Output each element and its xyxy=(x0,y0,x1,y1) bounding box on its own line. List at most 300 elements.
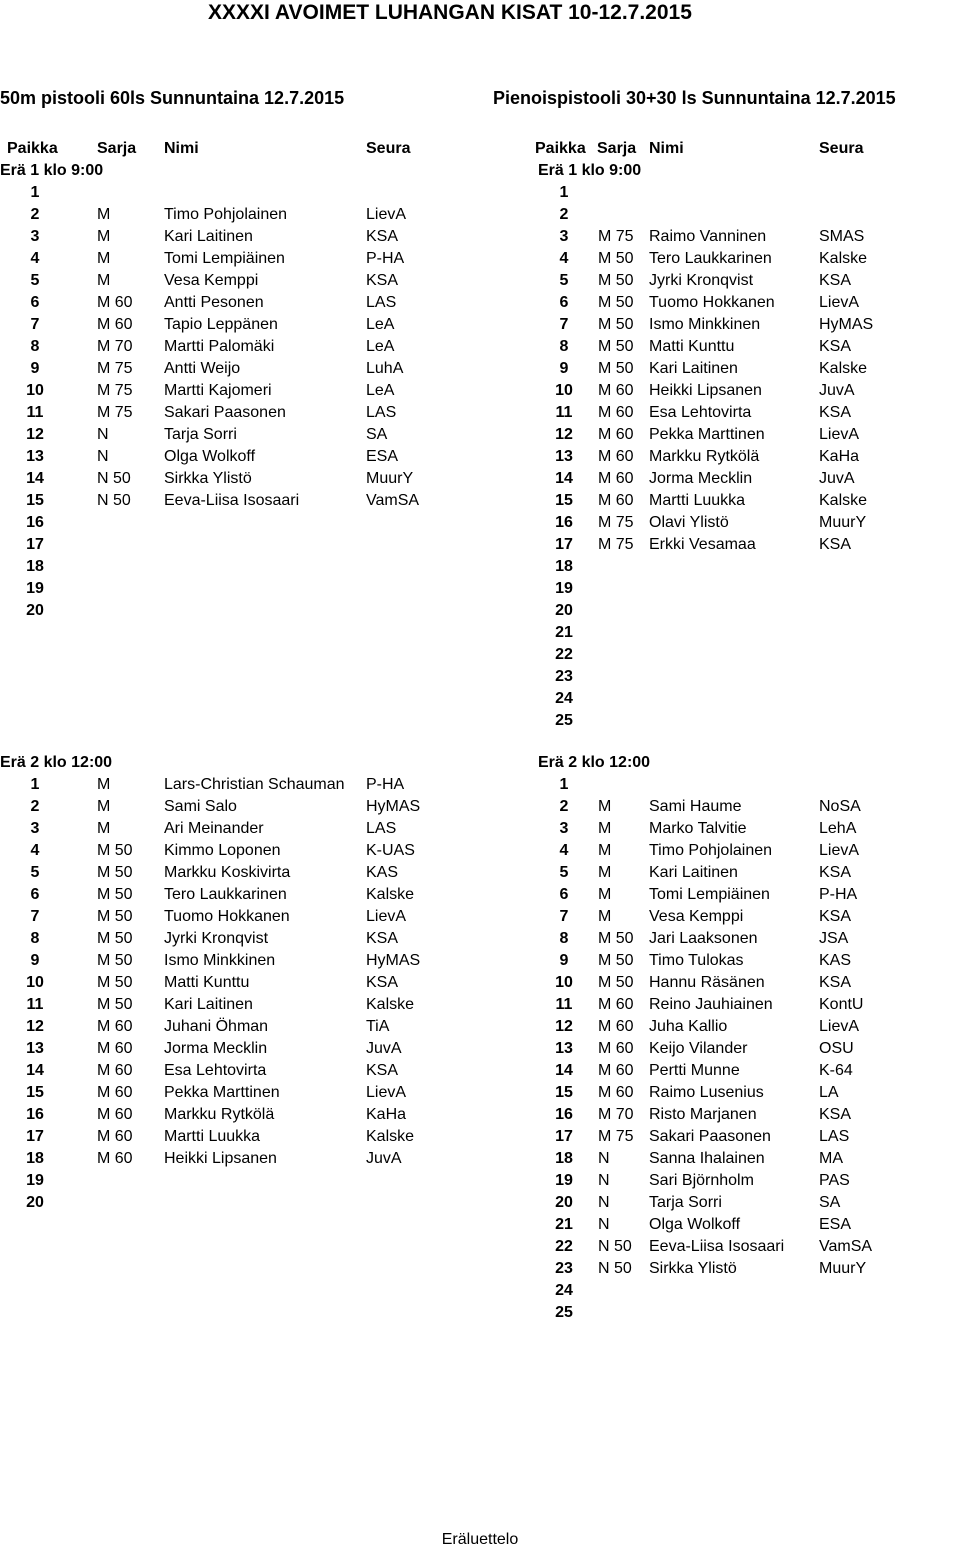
lane-number: 22 xyxy=(555,646,573,663)
club-cell: JSA xyxy=(819,930,849,947)
lane-number: 21 xyxy=(555,624,573,641)
class-cell: M xyxy=(598,886,612,903)
lane-number: 1 xyxy=(30,776,40,793)
class-cell: M 60 xyxy=(598,382,634,399)
lane-number: 25 xyxy=(555,712,573,729)
right-column-header-sarja: Sarja xyxy=(597,140,637,157)
lane-number: 21 xyxy=(555,1216,573,1233)
class-cell: M 60 xyxy=(97,1150,133,1167)
club-cell: TiA xyxy=(366,1018,390,1035)
club-cell: JuvA xyxy=(366,1040,402,1057)
lane-number: 4 xyxy=(30,842,40,859)
shooter-name: Pekka Marttinen xyxy=(649,426,765,443)
shooter-name: Lars-Christian Schauman xyxy=(164,776,345,793)
class-cell: N xyxy=(97,448,109,465)
club-cell: Kalske xyxy=(366,996,415,1013)
shooter-name: Heikki Lipsanen xyxy=(649,382,762,399)
class-cell: M 75 xyxy=(97,360,133,377)
club-cell: P-HA xyxy=(819,886,858,903)
class-cell: M 60 xyxy=(598,1084,634,1101)
class-cell: N xyxy=(598,1194,610,1211)
lane-number: 6 xyxy=(559,886,569,903)
lane-number: 1 xyxy=(559,776,569,793)
club-cell: KSA xyxy=(819,272,852,289)
shooter-name: Ari Meinander xyxy=(164,820,264,837)
shooter-name: Sirkka Ylistö xyxy=(164,470,252,487)
right-column-header-paikka: Paikka xyxy=(535,140,586,157)
class-cell: M 70 xyxy=(598,1106,634,1123)
shooter-name: Marko Talvitie xyxy=(649,820,747,837)
club-cell: KSA xyxy=(366,930,399,947)
lane-number: 10 xyxy=(26,974,44,991)
lane-number: 15 xyxy=(555,492,573,509)
lane-number: 25 xyxy=(555,1304,573,1321)
class-cell: M 50 xyxy=(97,996,133,1013)
class-cell: M 60 xyxy=(598,492,634,509)
shooter-name: Tomi Lempiäinen xyxy=(649,886,770,903)
shooter-name: Matti Kunttu xyxy=(649,338,735,355)
lane-number: 22 xyxy=(555,1238,573,1255)
lane-number: 10 xyxy=(26,382,44,399)
shooter-name: Martti Luukka xyxy=(164,1128,261,1145)
shooter-name: Eeva-Liisa Isosaari xyxy=(649,1238,785,1255)
lane-number: 8 xyxy=(559,338,569,355)
lane-number: 12 xyxy=(555,1018,573,1035)
right-heat-1-label: Erä 1 klo 9:00 xyxy=(538,162,642,179)
class-cell: M 50 xyxy=(598,250,634,267)
club-cell: KSA xyxy=(366,272,399,289)
class-cell: M 50 xyxy=(598,952,634,969)
shooter-name: Esa Lehtovirta xyxy=(164,1062,267,1079)
shooter-name: Olavi Ylistö xyxy=(649,514,729,531)
lane-number: 24 xyxy=(555,1282,573,1299)
club-cell: LievA xyxy=(366,206,407,223)
shooter-name: Markku Rytkölä xyxy=(164,1106,275,1123)
class-cell: M xyxy=(598,908,612,925)
class-cell: M 70 xyxy=(97,338,133,355)
class-cell: N 50 xyxy=(598,1260,632,1277)
shooter-name: Raimo Vanninen xyxy=(649,228,767,245)
class-cell: M 60 xyxy=(598,470,634,487)
class-cell: M 50 xyxy=(598,974,634,991)
lane-number: 18 xyxy=(26,1150,44,1167)
shooter-name: Erkki Vesamaa xyxy=(649,536,756,553)
shooter-name: Ismo Minkkinen xyxy=(164,952,276,969)
shooter-name: Eeva-Liisa Isosaari xyxy=(164,492,300,509)
class-cell: N 50 xyxy=(97,470,131,487)
shooter-name: Sari Björnholm xyxy=(649,1172,754,1189)
lane-number: 20 xyxy=(555,602,573,619)
lane-number: 2 xyxy=(559,206,569,223)
lane-number: 14 xyxy=(555,470,573,487)
shooter-name: Risto Marjanen xyxy=(649,1106,757,1123)
club-cell: OSU xyxy=(819,1040,854,1057)
club-cell: MuurY xyxy=(366,470,414,487)
shooter-name: Tomi Lempiäinen xyxy=(164,250,285,267)
shooter-name: Vesa Kemppi xyxy=(164,272,259,289)
lane-number: 15 xyxy=(555,1084,573,1101)
lane-number: 16 xyxy=(26,1106,44,1123)
lane-number: 9 xyxy=(559,952,569,969)
club-cell: LievA xyxy=(819,1018,860,1035)
lane-number: 9 xyxy=(559,360,569,377)
lane-number: 19 xyxy=(555,580,573,597)
shooter-name: Markku Rytkölä xyxy=(649,448,760,465)
club-cell: Kalske xyxy=(366,886,415,903)
lane-number: 7 xyxy=(30,908,40,925)
class-cell: N xyxy=(598,1172,610,1189)
shooter-name: Kari Laitinen xyxy=(649,360,738,377)
left-column-header-sarja: Sarja xyxy=(97,140,137,157)
lane-number: 14 xyxy=(555,1062,573,1079)
left-heat-2-label: Erä 2 klo 12:00 xyxy=(0,754,113,771)
club-cell: KSA xyxy=(819,338,852,355)
club-cell: LAS xyxy=(366,294,397,311)
lane-number: 7 xyxy=(30,316,40,333)
shooter-name: Pertti Munne xyxy=(649,1062,740,1079)
club-cell: K-UAS xyxy=(366,842,415,859)
left-column-header-nimi: Nimi xyxy=(164,140,199,157)
club-cell: LievA xyxy=(819,294,860,311)
shooter-name: Jorma Mecklin xyxy=(649,470,753,487)
club-cell: JuvA xyxy=(819,382,855,399)
lane-number: 10 xyxy=(555,382,573,399)
lane-number: 8 xyxy=(30,930,40,947)
shooter-name: Jari Laaksonen xyxy=(649,930,758,947)
lane-number: 24 xyxy=(555,690,573,707)
right-column-header-seura: Seura xyxy=(819,140,864,157)
document-title: XXXXI AVOIMET LUHANGAN KISAT 10-12.7.2015 xyxy=(208,1,692,24)
shooter-name: Raimo Lusenius xyxy=(649,1084,764,1101)
class-cell: M xyxy=(97,272,111,289)
right-event-title: Pienoispistooli 30+30 ls Sunnuntaina 12.7.2015 xyxy=(493,88,896,108)
shooter-name: Reino Jauhiainen xyxy=(649,996,773,1013)
class-cell: M 75 xyxy=(598,1128,634,1145)
club-cell: KAS xyxy=(819,952,852,969)
lane-number: 14 xyxy=(26,1062,44,1079)
lane-number: 11 xyxy=(26,996,44,1013)
shooter-name: Kari Laitinen xyxy=(164,228,253,245)
club-cell: KaHa xyxy=(819,448,860,465)
class-cell: M 60 xyxy=(97,1018,133,1035)
shooter-name: Timo Tulokas xyxy=(649,952,744,969)
class-cell: M 60 xyxy=(598,1062,634,1079)
lane-number: 20 xyxy=(555,1194,573,1211)
class-cell: M 60 xyxy=(598,996,634,1013)
club-cell: LehA xyxy=(819,820,857,837)
lane-number: 20 xyxy=(26,602,44,619)
class-cell: M 50 xyxy=(598,360,634,377)
class-cell: M xyxy=(97,250,111,267)
lane-number: 2 xyxy=(559,798,569,815)
left-event-title: 50m pistooli 60ls Sunnuntaina 12.7.2015 xyxy=(0,88,345,108)
club-cell: KSA xyxy=(819,1106,852,1123)
class-cell: M xyxy=(598,820,612,837)
class-cell: M 75 xyxy=(97,404,133,421)
class-cell: M 60 xyxy=(598,404,634,421)
shooter-name: Heikki Lipsanen xyxy=(164,1150,277,1167)
lane-number: 5 xyxy=(30,272,40,289)
shooter-name: Ismo Minkkinen xyxy=(649,316,761,333)
club-cell: KAS xyxy=(366,864,399,881)
lane-number: 11 xyxy=(26,404,44,421)
class-cell: M 50 xyxy=(598,294,634,311)
shooter-name: Tuomo Hokkanen xyxy=(649,294,775,311)
lane-number: 7 xyxy=(559,908,569,925)
club-cell: Kalske xyxy=(819,360,868,377)
lane-number: 17 xyxy=(26,1128,44,1145)
shooter-name: Hannu Räsänen xyxy=(649,974,765,991)
lane-number: 7 xyxy=(559,316,569,333)
lane-number: 13 xyxy=(26,1040,44,1057)
club-cell: K-64 xyxy=(819,1062,853,1079)
class-cell: M 50 xyxy=(598,316,634,333)
lane-number: 16 xyxy=(555,514,573,531)
lane-number: 19 xyxy=(26,580,44,597)
club-cell: LeA xyxy=(366,338,395,355)
shooter-name: Jorma Mecklin xyxy=(164,1040,268,1057)
lane-number: 3 xyxy=(30,228,40,245)
lane-number: 10 xyxy=(555,974,573,991)
club-cell: LAS xyxy=(819,1128,850,1145)
lane-number: 6 xyxy=(30,886,40,903)
shooter-name: Tero Laukkarinen xyxy=(649,250,772,267)
club-cell: Kalske xyxy=(819,250,868,267)
class-cell: N xyxy=(598,1150,610,1167)
club-cell: MuurY xyxy=(819,514,867,531)
lane-number: 18 xyxy=(555,1150,573,1167)
class-cell: M 50 xyxy=(97,908,133,925)
class-cell: M xyxy=(97,820,111,837)
class-cell: M 75 xyxy=(598,514,634,531)
shooter-name: Sami Salo xyxy=(164,798,237,815)
lane-number: 6 xyxy=(30,294,40,311)
lane-number: 19 xyxy=(555,1172,573,1189)
club-cell: HyMAS xyxy=(819,316,874,333)
left-column-header-paikka: Paikka xyxy=(7,140,58,157)
shooter-name: Sanna Ihalainen xyxy=(649,1150,765,1167)
class-cell: M 50 xyxy=(598,930,634,947)
lane-number: 8 xyxy=(559,930,569,947)
club-cell: P-HA xyxy=(366,776,405,793)
class-cell: M xyxy=(97,206,111,223)
class-cell: M 60 xyxy=(97,1106,133,1123)
lane-number: 1 xyxy=(559,184,569,201)
club-cell: KSA xyxy=(366,974,399,991)
shooter-name: Kari Laitinen xyxy=(649,864,738,881)
shooter-name: Kari Laitinen xyxy=(164,996,253,1013)
class-cell: M 75 xyxy=(598,536,634,553)
lane-number: 1 xyxy=(30,184,40,201)
right-heat-2-label: Erä 2 klo 12:00 xyxy=(538,754,651,771)
class-cell: M 50 xyxy=(598,272,634,289)
shooter-name: Sakari Paasonen xyxy=(164,404,286,421)
lane-number: 23 xyxy=(555,668,573,685)
class-cell: M xyxy=(97,798,111,815)
club-cell: KSA xyxy=(366,1062,399,1079)
shooter-name: Martti Palomäki xyxy=(164,338,275,355)
class-cell: M 60 xyxy=(97,1084,133,1101)
shooter-name: Matti Kunttu xyxy=(164,974,250,991)
club-cell: LA xyxy=(819,1084,839,1101)
lane-number: 17 xyxy=(26,536,44,553)
class-cell: M 60 xyxy=(97,1128,133,1145)
lane-number: 16 xyxy=(26,514,44,531)
class-cell: M 50 xyxy=(97,974,133,991)
club-cell: KSA xyxy=(819,404,852,421)
shooter-name: Markku Koskivirta xyxy=(164,864,291,881)
class-cell: N 50 xyxy=(598,1238,632,1255)
shooter-name: Tuomo Hokkanen xyxy=(164,908,290,925)
lane-number: 2 xyxy=(30,206,40,223)
club-cell: LAS xyxy=(366,404,397,421)
club-cell: HyMAS xyxy=(366,798,421,815)
club-cell: LeA xyxy=(366,316,395,333)
lane-number: 3 xyxy=(559,820,569,837)
lane-number: 20 xyxy=(26,1194,44,1211)
shooter-name: Keijo Vilander xyxy=(649,1040,748,1057)
club-cell: HyMAS xyxy=(366,952,421,969)
class-cell: N xyxy=(97,426,109,443)
lane-number: 5 xyxy=(559,272,569,289)
class-cell: M 50 xyxy=(97,864,133,881)
club-cell: Kalske xyxy=(819,492,868,509)
club-cell: LAS xyxy=(366,820,397,837)
club-cell: JuvA xyxy=(366,1150,402,1167)
club-cell: MuurY xyxy=(819,1260,867,1277)
shooter-name: Juhani Öhman xyxy=(164,1018,269,1035)
class-cell: M 60 xyxy=(598,1018,634,1035)
class-cell: M xyxy=(97,228,111,245)
club-cell: ESA xyxy=(366,448,399,465)
shooter-name: Jyrki Kronqvist xyxy=(164,930,269,947)
club-cell: JuvA xyxy=(819,470,855,487)
club-cell: KSA xyxy=(819,536,852,553)
shooter-name: Tarja Sorri xyxy=(649,1194,722,1211)
class-cell: M xyxy=(598,864,612,881)
class-cell: N xyxy=(598,1216,610,1233)
lane-number: 19 xyxy=(26,1172,44,1189)
club-cell: VamSA xyxy=(819,1238,873,1255)
lane-number: 13 xyxy=(555,1040,573,1057)
shooter-name: Antti Weijo xyxy=(164,360,241,377)
lane-number: 15 xyxy=(26,492,44,509)
shooter-name: Olga Wolkoff xyxy=(164,448,256,465)
left-column-header-seura: Seura xyxy=(366,140,411,157)
shooter-name: Martti Luukka xyxy=(649,492,746,509)
club-cell: SA xyxy=(366,426,388,443)
club-cell: LievA xyxy=(819,842,860,859)
club-cell: LievA xyxy=(819,426,860,443)
right-column-header-nimi: Nimi xyxy=(649,140,684,157)
club-cell: LuhA xyxy=(366,360,404,377)
lane-number: 23 xyxy=(555,1260,573,1277)
shooter-name: Tero Laukkarinen xyxy=(164,886,287,903)
class-cell: M 50 xyxy=(97,930,133,947)
lane-number: 16 xyxy=(555,1106,573,1123)
club-cell: KSA xyxy=(819,974,852,991)
club-cell: KaHa xyxy=(366,1106,407,1123)
shooter-name: Martti Kajomeri xyxy=(164,382,272,399)
shooter-name: Pekka Marttinen xyxy=(164,1084,280,1101)
lane-number: 4 xyxy=(30,250,40,267)
club-cell: NoSA xyxy=(819,798,861,815)
lane-number: 15 xyxy=(26,1084,44,1101)
lane-number: 3 xyxy=(559,228,569,245)
shooter-name: Timo Pohjolainen xyxy=(649,842,773,859)
lane-number: 12 xyxy=(26,1018,44,1035)
class-cell: M 50 xyxy=(598,338,634,355)
class-cell: M 75 xyxy=(598,228,634,245)
class-cell: M xyxy=(97,776,111,793)
shooter-name: Tapio Leppänen xyxy=(164,316,278,333)
club-cell: LievA xyxy=(366,1084,407,1101)
class-cell: M xyxy=(598,842,612,859)
lane-number: 17 xyxy=(555,536,573,553)
page-footer: Eräluettelo xyxy=(441,1531,519,1548)
lane-number: 4 xyxy=(559,250,569,267)
shooter-name: Sami Haume xyxy=(649,798,742,815)
shooter-name: Vesa Kemppi xyxy=(649,908,744,925)
lane-number: 9 xyxy=(30,952,40,969)
club-cell: KSA xyxy=(819,864,852,881)
class-cell: M 50 xyxy=(97,952,133,969)
club-cell: KontU xyxy=(819,996,864,1013)
class-cell: M 60 xyxy=(97,294,133,311)
club-cell: SA xyxy=(819,1194,841,1211)
shooter-name: Olga Wolkoff xyxy=(649,1216,741,1233)
class-cell: M 60 xyxy=(598,1040,634,1057)
lane-number: 6 xyxy=(559,294,569,311)
class-cell: M 60 xyxy=(97,1040,133,1057)
class-cell: M 60 xyxy=(97,316,133,333)
lane-number: 13 xyxy=(26,448,44,465)
left-heat-1-label: Erä 1 klo 9:00 xyxy=(0,162,104,179)
class-cell: M 50 xyxy=(97,886,133,903)
shooter-name: Kimmo Loponen xyxy=(164,842,281,859)
club-cell: LeA xyxy=(366,382,395,399)
shooter-name: Timo Pohjolainen xyxy=(164,206,288,223)
lane-number: 12 xyxy=(555,426,573,443)
lane-number: 5 xyxy=(30,864,40,881)
shooter-name: Antti Pesonen xyxy=(164,294,264,311)
lane-number: 12 xyxy=(26,426,44,443)
shooter-name: Sirkka Ylistö xyxy=(649,1260,737,1277)
club-cell: ESA xyxy=(819,1216,852,1233)
club-cell: KSA xyxy=(366,228,399,245)
lane-number: 13 xyxy=(555,448,573,465)
class-cell: N 50 xyxy=(97,492,131,509)
lane-number: 4 xyxy=(559,842,569,859)
club-cell: PAS xyxy=(819,1172,850,1189)
lane-number: 11 xyxy=(555,996,573,1013)
club-cell: LievA xyxy=(366,908,407,925)
lane-number: 18 xyxy=(26,558,44,575)
class-cell: M 60 xyxy=(97,1062,133,1079)
class-cell: M 60 xyxy=(598,448,634,465)
class-cell: M 60 xyxy=(598,426,634,443)
shooter-name: Tarja Sorri xyxy=(164,426,237,443)
lane-number: 11 xyxy=(555,404,573,421)
shooter-name: Juha Kallio xyxy=(649,1018,728,1035)
lane-number: 14 xyxy=(26,470,44,487)
club-cell: VamSA xyxy=(366,492,420,509)
lane-number: 2 xyxy=(30,798,40,815)
lane-number: 8 xyxy=(30,338,40,355)
lane-number: 3 xyxy=(30,820,40,837)
lane-number: 9 xyxy=(30,360,40,377)
shooter-name: Jyrki Kronqvist xyxy=(649,272,754,289)
